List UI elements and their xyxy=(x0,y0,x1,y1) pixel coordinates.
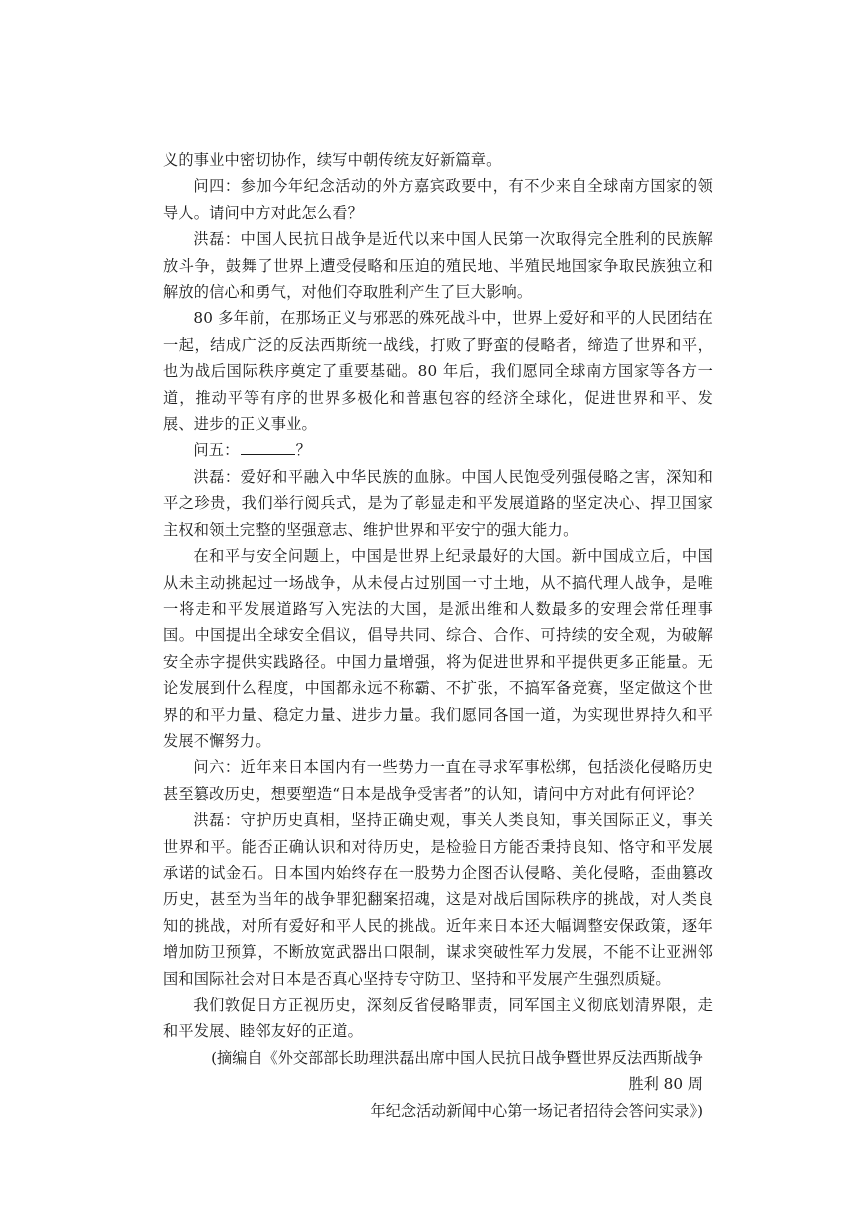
source-line-2: 年纪念活动新闻中心第一场记者招待会答问实录》) xyxy=(370,1101,703,1120)
question-five-prefix: 问五： xyxy=(193,441,240,460)
source-line-1: (摘编自《外交部部长助理洪磊出席中国人民抗日战争暨世界反法西斯战争胜利 80 周 xyxy=(211,1048,703,1094)
answer-six-part-one: 洪磊：守护历史真相，坚持正确史观，事关人类良知，事关国际正义，事关世界和平。能否正确认识和对待历史，是检验日方能否秉持良知、恪守和平发展承诺的试金石。日本国内始终存在一股势力企图否认侵略、美化侵略，歪曲篡改历史，甚至为当年的战争罪犯翻案招魂，这是对战后国际秩序的挑战，对人类良知的挑战，对所有爱好和平人民的挑战。近年来日本还大幅调整安保政策，逐年增加防卫预算，不断放宽武器出口限制，谋求突破性军力发展，不能不让亚洲邻国和国际社会对日本是否真心坚持专守防卫、坚持和平发展产生强烈质疑。 xyxy=(163,811,713,988)
answer-four-part-one: 洪磊：中国人民抗日战争是近代以来中国人民第一次取得完全胜利的民族解放斗争，鼓舞了世界上遭受侵略和压迫的殖民地、半殖民地国家争取民族独立和解放的信心和勇气，对他们夺取胜利产生了巨大影响。 xyxy=(163,230,713,302)
answer-six-part-two: 我们敦促日方正视历史，深刻反省侵略罪责，同军国主义彻底划清界限，走和平发展、睦邻友好的正道。 xyxy=(163,996,713,1041)
paragraph-continuation: 义的事业中密切协作，续写中朝传统友好新篇章。 xyxy=(163,151,502,169)
question-five xyxy=(163,437,713,463)
question-five-suffix: ？ xyxy=(295,441,311,460)
answer-four-part-two: 80 多年前，在那场正义与邪恶的殊死战斗中，世界上爱好和平的人民团结在一起，结成广泛的反法西斯统一战线，打败了野蛮的侵略者，缔造了世界和平，也为战后国际秩序奠定了重要基础。80 年后，我们愿同全球南方国家等各方一道，推动平等有序的世界多极化和普惠包容的经济全球化，促进世界和平、发展、进步的正义事业。 xyxy=(163,309,713,434)
question-six: 问六：近年来日本国内有一些势力一直在寻求军事松绑，包括淡化侵略历史甚至篡改历史，想要塑造“日本是战争受害者”的认知，请问中方对此有何评论？ xyxy=(163,758,713,803)
source-citation xyxy=(163,1045,713,1124)
fill-in-blank xyxy=(241,440,295,455)
question-four: 问四：参加今年纪念活动的外方嘉宾政要中，有不少来自全球南方国家的领导人。请问中方对此怎么看？ xyxy=(163,177,713,222)
article-body xyxy=(163,147,713,1124)
answer-five-part-two: 在和平与安全问题上，中国是世界上纪录最好的大国。新中国成立后，中国从未主动挑起过一场战争，从未侵占过别国一寸土地，从不搞代理人战争，是唯一将走和平发展道路写入宪法的大国，是派出维和人数最多的安理会常任理事国。中国提出全球安全倡议，倡导共同、综合、合作、可持续的安全观，为破解安全赤字提供实践路径。中国力量增强，将为促进世界和平提供更多正能量。无论发展到什么程度，中国都永远不称霸、不扩张，不搞军备竞赛，坚定做这个世界的和平力量、稳定力量、进步力量。我们愿同各国一道，为实现世界持久和平发展不懈努力。 xyxy=(163,547,713,750)
answer-five-part-one: 洪磊：爱好和平融入中华民族的血脉。中国人民饱受列强侵略之害，深知和平之珍贵，我们举行阅兵式，是为了彰显走和平发展道路的坚定决心、捍卫国家主权和领土完整的坚强意志、维护世界和平安宁的强大能力。 xyxy=(163,467,713,539)
